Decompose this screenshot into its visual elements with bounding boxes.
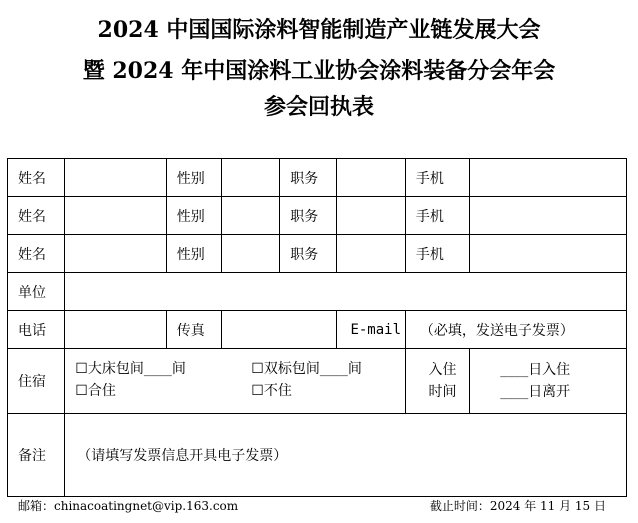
footer-email: 邮箱：chinacoatingnet@vip.163.com xyxy=(18,499,239,513)
checkout-date[interactable]: ____日离开 xyxy=(500,384,571,400)
gender-label: 性别 xyxy=(166,159,221,197)
remark-input[interactable] xyxy=(65,414,627,497)
gender-input[interactable] xyxy=(222,197,280,235)
position-input[interactable] xyxy=(336,235,405,273)
registration-form-table xyxy=(7,158,627,497)
stay-time-label xyxy=(405,349,469,414)
gender-label: 性别 xyxy=(166,197,221,235)
email-hint: （必填，发送电子发票） xyxy=(419,322,574,339)
stay-options xyxy=(65,349,406,414)
title-line-3: 参会回执表 xyxy=(263,94,374,120)
share-room-checkbox[interactable]: ☐合住 xyxy=(75,383,116,399)
remark-label: 备注 xyxy=(8,414,65,497)
name-label: 姓名 xyxy=(8,159,65,197)
mobile-label: 手机 xyxy=(405,235,469,273)
fax-label: 传真 xyxy=(166,311,221,349)
king-room-checkbox[interactable]: ☐大床包间____间 xyxy=(75,361,186,377)
name-input[interactable] xyxy=(65,197,166,235)
mobile-label: 手机 xyxy=(405,197,469,235)
unit-label: 单位 xyxy=(8,273,65,311)
name-input[interactable] xyxy=(65,159,166,197)
attendee-row-3 xyxy=(8,235,627,273)
gender-label: 性别 xyxy=(166,235,221,273)
fax-input[interactable] xyxy=(222,311,337,349)
name-label: 姓名 xyxy=(8,197,65,235)
gender-input[interactable] xyxy=(222,235,280,273)
remark-hint: （请填写发票信息开具电子发票） xyxy=(77,448,288,464)
position-input[interactable] xyxy=(336,197,405,235)
phone-input[interactable] xyxy=(65,311,166,349)
stay-time-label-line-1: 入住 xyxy=(428,362,457,378)
title-line-2: 暨 2024 年中国涂料工业协会涂料装备分会年会 xyxy=(82,58,556,84)
position-label: 职务 xyxy=(280,235,336,273)
name-input[interactable] xyxy=(65,235,166,273)
phone-label: 电话 xyxy=(8,311,65,349)
email-label: E-mail xyxy=(336,311,405,349)
stay-dates[interactable] xyxy=(470,349,627,414)
position-label: 职务 xyxy=(280,197,336,235)
attendee-row-2 xyxy=(8,197,627,235)
unit-row xyxy=(8,273,627,311)
attendee-row-1 xyxy=(8,159,627,197)
stay-label: 住宿 xyxy=(8,349,65,414)
remark-row xyxy=(8,414,627,497)
position-input[interactable] xyxy=(336,159,405,197)
mobile-input[interactable] xyxy=(470,235,627,273)
contact-row xyxy=(8,311,627,349)
accommodation-row xyxy=(8,349,627,414)
title-line-1: 2024 中国国际涂料智能制造产业链发展大会 xyxy=(97,17,541,43)
name-label: 姓名 xyxy=(8,235,65,273)
gender-input[interactable] xyxy=(222,159,280,197)
email-input[interactable] xyxy=(405,311,626,349)
mobile-label: 手机 xyxy=(405,159,469,197)
stay-time-label-line-2: 时间 xyxy=(428,384,457,400)
twin-room-checkbox[interactable]: ☐双标包间____间 xyxy=(251,361,362,377)
no-stay-checkbox[interactable]: ☐不住 xyxy=(251,383,292,399)
mobile-input[interactable] xyxy=(470,197,627,235)
mobile-input[interactable] xyxy=(470,159,627,197)
unit-input[interactable] xyxy=(65,273,627,311)
position-label: 职务 xyxy=(280,159,336,197)
footer-deadline: 截止时间：2024 年 11 月 15 日 xyxy=(429,499,606,513)
checkin-date[interactable]: ____日入住 xyxy=(500,362,571,378)
